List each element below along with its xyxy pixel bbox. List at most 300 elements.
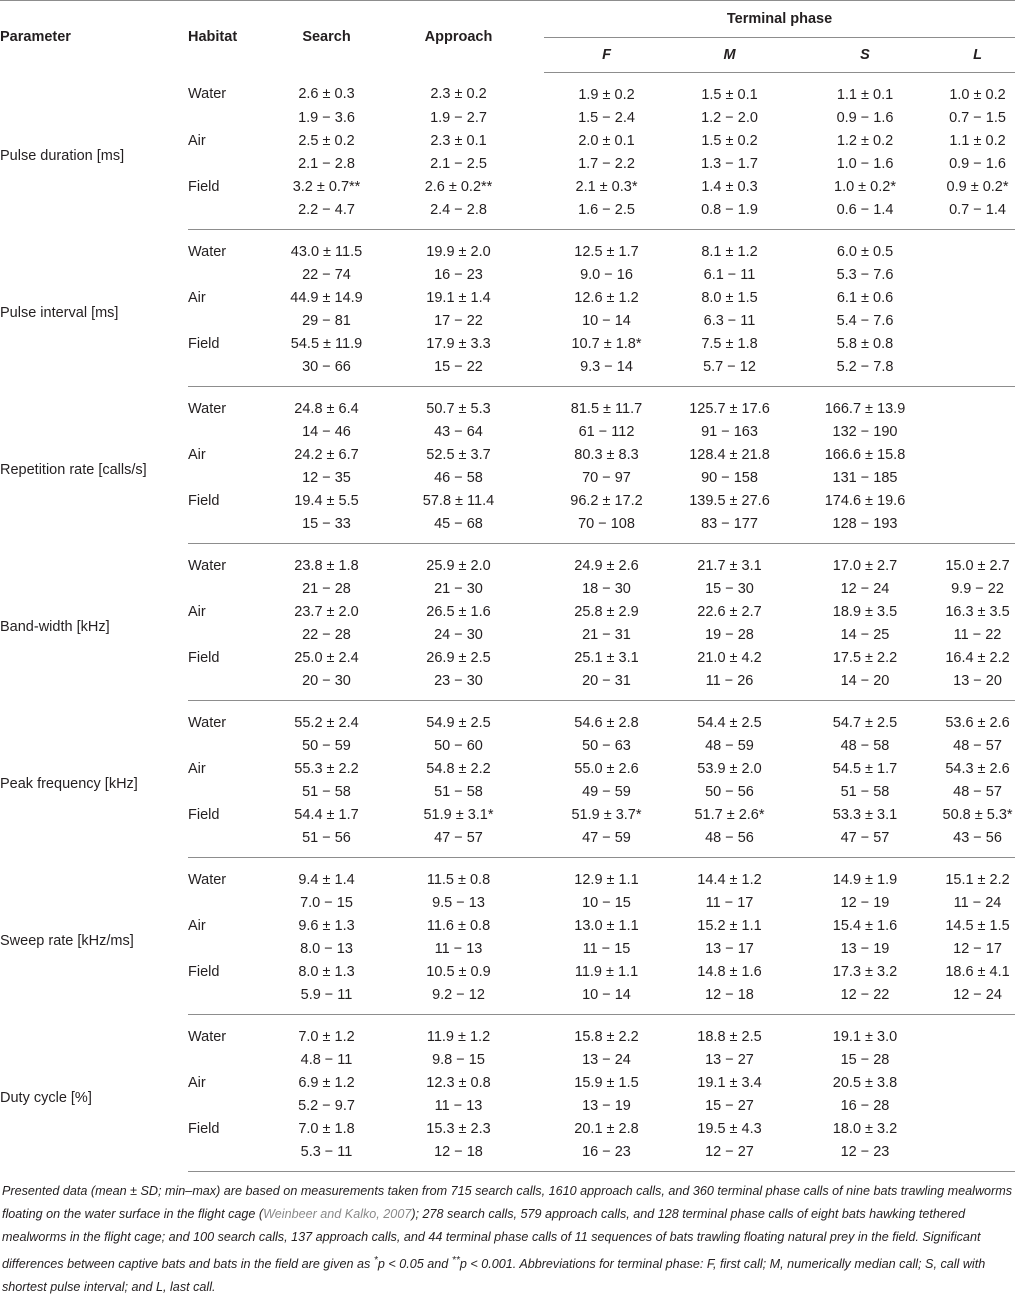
cell-f: 54.6 ± 2.8	[574, 714, 639, 731]
habitat-cell	[188, 669, 280, 701]
cell-s: 14 − 20	[790, 669, 940, 701]
habitat-cell: Air	[188, 289, 206, 306]
habitat-cell	[188, 198, 280, 230]
cell-f: 49 − 59	[582, 783, 631, 800]
cell-f: 12.5 ± 1.7	[574, 243, 639, 260]
cell-approach: 2.1 − 2.5	[430, 155, 487, 172]
cell-s: 128 − 193	[790, 512, 940, 544]
cell-l: 15.1 ± 2.2	[945, 871, 1010, 888]
cell-m: 1.3 − 1.7	[701, 155, 758, 172]
cell-f: 9.3 − 14	[544, 355, 669, 387]
cell-l: 54.3 ± 2.6	[945, 760, 1010, 777]
habitat-cell	[188, 1094, 280, 1117]
header-row-1	[0, 1, 1015, 38]
cell-l	[940, 1015, 1015, 1049]
footnote-citation-link[interactable]: Weinbeer and Kalko, 2007	[263, 1207, 412, 1221]
cell-m: 83 − 177	[669, 512, 790, 544]
cell-approach: 1.9 − 2.7	[430, 109, 487, 126]
cell-approach: 17.9 ± 3.3	[426, 335, 491, 352]
cell-l: 11 − 22	[953, 626, 1002, 643]
cell-l	[940, 489, 1015, 512]
cell-l	[940, 263, 1015, 286]
habitat-cell: Field	[188, 335, 220, 352]
cell-f: 70 − 108	[544, 512, 669, 544]
cell-l: 53.6 ± 2.6	[945, 714, 1010, 731]
footnote-sig1-text: p < 0.05 and	[377, 1257, 452, 1272]
cell-search: 54.5 ± 11.9	[290, 335, 363, 352]
cell-s: 14.9 ± 1.9	[832, 871, 898, 888]
cell-search: 24.2 ± 6.7	[294, 446, 359, 463]
cell-s: 0.6 − 1.4	[790, 198, 940, 230]
cell-f: 10 − 15	[582, 894, 631, 911]
cell-search: 50 − 59	[302, 737, 351, 754]
cell-search: 51 − 58	[302, 783, 351, 800]
cell-f: 81.5 ± 11.7	[570, 400, 643, 417]
footnote-sig2-text: p < 0.001. Abbreviations for terminal phase: F, first call; M, numerically median call; S, call with shortest pulse interval; and L, last call.	[2, 1257, 986, 1295]
cell-s: 20.5 ± 3.8	[832, 1074, 898, 1091]
cell-approach: 2.3 ± 0.1	[430, 132, 487, 149]
cell-s: 17.3 ± 3.2	[832, 963, 898, 980]
cell-l	[940, 1048, 1015, 1071]
table-footnote	[0, 1172, 1015, 1299]
cell-l: 14.5 ± 1.5	[945, 917, 1010, 934]
cell-f: 13 − 24	[582, 1051, 631, 1068]
cell-approach: 52.5 ± 3.7	[426, 446, 491, 463]
habitat-cell	[188, 466, 280, 489]
habitat-cell: Air	[188, 603, 206, 620]
cell-f: 13 − 19	[582, 1097, 631, 1114]
cell-f: 15.9 ± 1.5	[574, 1074, 639, 1091]
cell-l: 15.0 ± 2.7	[945, 557, 1010, 574]
footnote-sig1-mark: *	[373, 1254, 378, 1266]
cell-s: 1.0 − 1.6	[836, 155, 894, 172]
habitat-cell	[188, 420, 280, 443]
cell-s: 5.2 − 7.8	[790, 355, 940, 387]
cell-s: 12 − 23	[790, 1140, 940, 1172]
cell-f: 1.7 − 2.2	[578, 155, 635, 172]
parameter-label: Repetition rate [calls/s]	[0, 462, 147, 478]
cell-f: 25.1 ± 3.1	[574, 649, 639, 666]
cell-s: 131 − 185	[832, 469, 898, 486]
cell-f: 11 − 15	[582, 940, 631, 957]
cell-approach: 11 − 13	[434, 1097, 483, 1114]
cell-s: 18.9 ± 3.5	[832, 603, 898, 620]
header-m: M	[669, 38, 790, 73]
cell-m: 13 − 17	[705, 940, 754, 957]
header-f: F	[544, 38, 669, 73]
habitat-cell	[188, 891, 280, 914]
cell-m: 22.6 ± 2.7	[697, 603, 762, 620]
habitat-cell: Field	[188, 1120, 220, 1137]
cell-search: 24.8 ± 6.4	[294, 400, 359, 417]
cell-l	[940, 286, 1015, 309]
cell-l: 48 − 57	[953, 783, 1002, 800]
cell-approach: 17 − 22	[434, 312, 483, 329]
cell-search: 23.8 ± 1.8	[294, 557, 359, 574]
cell-s: 5.3 − 7.6	[836, 266, 894, 283]
cell-approach: 11.9 ± 1.2	[426, 1028, 491, 1045]
parameter-label: Peak frequency [kHz]	[0, 776, 138, 792]
cell-f: 10.7 ± 1.8*	[571, 335, 642, 352]
cell-search: 4.8 − 11	[300, 1051, 353, 1068]
cell-m: 1.5 ± 0.2	[701, 132, 758, 149]
cell-s: 19.1 ± 3.0	[832, 1028, 898, 1045]
cell-approach: 9.8 − 15	[432, 1051, 485, 1068]
cell-approach: 26.5 ± 1.6	[426, 603, 491, 620]
cell-l	[940, 512, 1015, 544]
cell-search: 43.0 ± 11.5	[290, 243, 363, 260]
cell-s: 14 − 25	[840, 626, 890, 643]
cell-search: 2.5 ± 0.2	[298, 132, 355, 149]
cell-m: 1.5 ± 0.1	[701, 86, 758, 103]
footnote-sig2-mark: **	[451, 1254, 460, 1266]
cell-f: 51.9 ± 3.7*	[571, 806, 642, 823]
habitat-cell	[188, 263, 280, 286]
cell-search: 21 − 28	[302, 580, 351, 597]
cell-f: 70 − 97	[582, 469, 631, 486]
cell-m: 11 − 26	[669, 669, 790, 701]
parameter-label: Band-width [kHz]	[0, 619, 110, 635]
cell-l: 13 − 20	[940, 669, 1015, 701]
cell-search: 12 − 35	[302, 469, 351, 486]
cell-m: 7.5 ± 1.8	[701, 335, 758, 352]
cell-f: 12.9 ± 1.1	[574, 871, 639, 888]
cell-l: 0.9 ± 0.2*	[946, 178, 1009, 195]
table-row	[0, 701, 1015, 735]
cell-l: 50.8 ± 5.3*	[942, 806, 1013, 823]
cell-s: 51 − 58	[840, 783, 890, 800]
cell-search: 8.0 ± 1.3	[298, 963, 355, 980]
habitat-cell	[188, 780, 280, 803]
cell-m: 21.0 ± 4.2	[697, 649, 762, 666]
cell-search: 9.4 ± 1.4	[298, 871, 355, 888]
cell-l	[940, 332, 1015, 355]
habitat-cell	[188, 309, 280, 332]
cell-l	[940, 443, 1015, 466]
cell-s: 5.4 − 7.6	[836, 312, 894, 329]
cell-search: 5.2 − 9.7	[298, 1097, 355, 1114]
cell-m: 15 − 27	[705, 1097, 754, 1114]
habitat-cell	[188, 355, 280, 387]
cell-l	[940, 355, 1015, 387]
cell-search: 6.9 ± 1.2	[298, 1074, 355, 1091]
cell-approach: 10.5 ± 0.9	[426, 963, 491, 980]
cell-approach: 19.9 ± 2.0	[426, 243, 491, 260]
cell-approach: 11.6 ± 0.8	[426, 917, 491, 934]
habitat-cell: Field	[188, 178, 220, 195]
cell-f: 47 − 59	[544, 826, 669, 858]
cell-l: 12 − 17	[953, 940, 1002, 957]
cell-f: 20.1 ± 2.8	[574, 1120, 639, 1137]
cell-s: 166.7 ± 13.9	[824, 400, 906, 417]
habitat-cell: Water	[188, 557, 227, 574]
habitat-cell: Field	[188, 649, 220, 666]
cell-m: 15.2 ± 1.1	[697, 917, 762, 934]
habitat-cell	[188, 937, 280, 960]
cell-l: 16.4 ± 2.2	[945, 649, 1010, 666]
cell-approach: 2.4 − 2.8	[373, 198, 544, 230]
cell-m: 21.7 ± 3.1	[697, 557, 762, 574]
cell-search: 8.0 − 13	[300, 940, 353, 957]
cell-m: 18.8 ± 2.5	[697, 1028, 762, 1045]
cell-m: 125.7 ± 17.6	[689, 400, 770, 417]
cell-approach: 51.9 ± 3.1*	[423, 806, 494, 823]
cell-m: 54.4 ± 2.5	[697, 714, 762, 731]
cell-search: 20 − 30	[280, 669, 373, 701]
habitat-cell: Water	[188, 400, 227, 417]
cell-m: 139.5 ± 27.6	[689, 492, 770, 509]
cell-approach: 19.1 ± 1.4	[426, 289, 491, 306]
habitat-cell	[188, 983, 280, 1015]
footnote-part1: Presented data (mean ± SD; min–max) are based on measurements taken from 715 search calls, 1610 approach calls, and 360 terminal phase calls of nine bats trawling mealworms floating on the water surface in the flight cage (	[2, 1184, 1013, 1221]
habitat-cell: Air	[188, 1074, 206, 1091]
table-row	[0, 544, 1015, 578]
cell-l	[940, 466, 1015, 489]
habitat-cell: Field	[188, 963, 220, 980]
cell-approach: 25.9 ± 2.0	[426, 557, 491, 574]
cell-m: 8.1 ± 1.2	[701, 243, 758, 260]
cell-m: 12 − 18	[669, 983, 790, 1015]
cell-m: 8.0 ± 1.5	[701, 289, 758, 306]
cell-approach: 9.5 − 13	[432, 894, 485, 911]
cell-search: 22 − 28	[302, 626, 351, 643]
cell-f: 20 − 31	[544, 669, 669, 701]
cell-f: 1.9 ± 0.2	[578, 86, 635, 103]
cell-f: 10 − 14	[544, 983, 669, 1015]
cell-search: 2.6 ± 0.3	[298, 86, 355, 103]
cell-approach: 11.5 ± 0.8	[426, 871, 491, 888]
cell-m: 14.8 ± 1.6	[697, 963, 762, 980]
cell-s: 174.6 ± 19.6	[824, 492, 906, 509]
cell-f: 50 − 63	[582, 737, 631, 754]
cell-m: 48 − 59	[705, 737, 754, 754]
cell-m: 1.4 ± 0.3	[701, 178, 758, 195]
cell-f: 13.0 ± 1.1	[574, 917, 639, 934]
cell-search: 25.0 ± 2.4	[294, 649, 359, 666]
cell-m: 51.7 ± 2.6*	[694, 806, 765, 823]
cell-s: 132 − 190	[832, 423, 898, 440]
cell-f: 9.0 − 16	[580, 266, 633, 283]
cell-m: 50 − 56	[705, 783, 754, 800]
cell-s: 12 − 24	[840, 580, 890, 597]
cell-approach: 54.9 ± 2.5	[426, 714, 491, 731]
cell-approach: 57.8 ± 11.4	[422, 492, 495, 509]
cell-m: 53.9 ± 2.0	[697, 760, 762, 777]
cell-m: 6.3 − 11	[703, 312, 756, 329]
habitat-cell	[188, 577, 280, 600]
table-row	[0, 1015, 1015, 1049]
cell-m: 90 − 158	[701, 469, 758, 486]
cell-m: 91 − 163	[701, 423, 758, 440]
cell-l: 43 − 56	[940, 826, 1015, 858]
habitat-cell: Air	[188, 760, 206, 777]
cell-search: 14 − 46	[302, 423, 351, 440]
cell-l: 16.3 ± 3.5	[945, 603, 1010, 620]
cell-l: 11 − 24	[953, 894, 1002, 911]
cell-f: 2.1 ± 0.3*	[575, 178, 638, 195]
parameter-label: Pulse interval [ms]	[0, 305, 119, 321]
cell-l	[940, 1094, 1015, 1117]
cell-f: 25.8 ± 2.9	[574, 603, 639, 620]
header-l: L	[940, 38, 1015, 73]
cell-approach: 11 − 13	[434, 940, 483, 957]
cell-m: 19.1 ± 3.4	[697, 1074, 762, 1091]
cell-f: 11.9 ± 1.1	[574, 963, 639, 980]
cell-s: 15.4 ± 1.6	[832, 917, 898, 934]
cell-m: 19.5 ± 4.3	[697, 1120, 762, 1137]
cell-approach: 2.6 ± 0.2**	[424, 178, 493, 195]
habitat-cell: Field	[188, 806, 220, 823]
header-habitat: Habitat	[188, 1, 280, 73]
cell-l: 0.9 − 1.6	[949, 155, 1006, 172]
cell-search: 7.0 ± 1.2	[298, 1028, 355, 1045]
cell-search: 30 − 66	[280, 355, 373, 387]
cell-l: 1.1 ± 0.2	[949, 132, 1006, 149]
habitat-cell: Water	[188, 714, 227, 731]
cell-l: 1.0 ± 0.2	[949, 86, 1006, 103]
cell-m: 19 − 28	[705, 626, 754, 643]
cell-m: 5.7 − 12	[669, 355, 790, 387]
parameter-label: Sweep rate [kHz/ms]	[0, 933, 134, 949]
cell-approach: 16 − 23	[434, 266, 483, 283]
cell-search: 44.9 ± 14.9	[290, 289, 363, 306]
cell-f: 21 − 31	[582, 626, 631, 643]
habitat-cell	[188, 1140, 280, 1172]
cell-approach: 50.7 ± 5.3	[426, 400, 491, 417]
habitat-cell	[188, 623, 280, 646]
cell-s: 12 − 19	[840, 894, 890, 911]
cell-approach: 9.2 − 12	[373, 983, 544, 1015]
cell-f: 96.2 ± 17.2	[570, 492, 643, 509]
cell-f: 61 − 112	[578, 423, 635, 440]
cell-s: 53.3 ± 3.1	[832, 806, 898, 823]
cell-s: 12 − 22	[790, 983, 940, 1015]
cell-search: 1.9 − 3.6	[298, 109, 355, 126]
parameter-label: Pulse duration [ms]	[0, 148, 125, 164]
table-row	[0, 858, 1015, 892]
cell-f: 15.8 ± 2.2	[574, 1028, 639, 1045]
cell-s: 15 − 28	[840, 1051, 890, 1068]
cell-m: 15 − 30	[705, 580, 754, 597]
cell-l	[940, 309, 1015, 332]
cell-f: 55.0 ± 2.6	[574, 760, 639, 777]
parameter-label: Duty cycle [%]	[0, 1090, 92, 1106]
cell-search: 23.7 ± 2.0	[294, 603, 359, 620]
cell-f: 12.6 ± 1.2	[574, 289, 639, 306]
cell-search: 7.0 − 15	[300, 894, 353, 911]
header-search: Search	[280, 1, 373, 73]
habitat-cell	[188, 734, 280, 757]
cell-s: 48 − 58	[840, 737, 890, 754]
cell-search: 55.3 ± 2.2	[294, 760, 359, 777]
cell-l: 18.6 ± 4.1	[945, 963, 1010, 980]
cell-s: 1.1 ± 0.1	[836, 86, 894, 103]
cell-s: 16 − 28	[840, 1097, 890, 1114]
cell-m: 11 − 17	[705, 894, 754, 911]
habitat-cell: Air	[188, 917, 206, 934]
cell-m: 12 − 27	[669, 1140, 790, 1172]
cell-search: 51 − 56	[280, 826, 373, 858]
cell-l	[940, 1140, 1015, 1172]
habitat-cell	[188, 152, 280, 175]
cell-s: 17.0 ± 2.7	[832, 557, 898, 574]
habitat-cell	[188, 106, 280, 129]
cell-search: 5.3 − 11	[280, 1140, 373, 1172]
cell-m: 14.4 ± 1.2	[697, 871, 762, 888]
cell-approach: 21 − 30	[434, 580, 483, 597]
cell-approach: 45 − 68	[373, 512, 544, 544]
habitat-cell	[188, 512, 280, 544]
habitat-cell: Water	[188, 243, 227, 260]
cell-s: 6.0 ± 0.5	[836, 243, 894, 260]
cell-s: 1.0 ± 0.2*	[834, 178, 896, 195]
cell-l	[940, 387, 1015, 421]
cell-s: 13 − 19	[840, 940, 890, 957]
cell-s: 47 − 57	[790, 826, 940, 858]
cell-s: 54.7 ± 2.5	[832, 714, 898, 731]
cell-search: 55.2 ± 2.4	[294, 714, 359, 731]
cell-search: 7.0 ± 1.8	[298, 1120, 355, 1137]
cell-approach: 12.3 ± 0.8	[426, 1074, 491, 1091]
cell-approach: 15.3 ± 2.3	[426, 1120, 491, 1137]
cell-f: 18 − 30	[582, 580, 631, 597]
cell-s: 5.8 ± 0.8	[836, 335, 894, 352]
cell-l: 12 − 24	[940, 983, 1015, 1015]
cell-search: 9.6 ± 1.3	[298, 917, 355, 934]
cell-f: 1.6 − 2.5	[544, 198, 669, 230]
table-body	[0, 73, 1015, 1172]
cell-s: 17.5 ± 2.2	[832, 649, 898, 666]
header-parameter: Parameter	[0, 1, 188, 73]
cell-l: 48 − 57	[953, 737, 1002, 754]
table-row	[0, 387, 1015, 421]
cell-approach: 51 − 58	[434, 783, 483, 800]
cell-approach: 54.8 ± 2.2	[426, 760, 491, 777]
habitat-cell: Field	[188, 492, 220, 509]
cell-f: 2.0 ± 0.1	[578, 132, 635, 149]
cell-search: 22 − 74	[302, 266, 351, 283]
cell-l	[940, 1071, 1015, 1094]
cell-s: 166.6 ± 15.8	[824, 446, 906, 463]
cell-approach: 43 − 64	[434, 423, 483, 440]
header-terminal-phase: Terminal phase	[544, 1, 1015, 38]
cell-approach: 2.3 ± 0.2	[430, 86, 487, 103]
cell-search: 2.1 − 2.8	[298, 155, 355, 172]
cell-l: 9.9 − 22	[951, 580, 1004, 597]
cell-s: 54.5 ± 1.7	[832, 760, 898, 777]
cell-f: 24.9 ± 2.6	[574, 557, 639, 574]
cell-m: 0.8 − 1.9	[669, 198, 790, 230]
cell-search: 5.9 − 11	[280, 983, 373, 1015]
habitat-cell: Water	[188, 1028, 227, 1045]
cell-f: 10 − 14	[582, 312, 631, 329]
cell-search: 15 − 33	[280, 512, 373, 544]
habitat-cell: Air	[188, 132, 206, 149]
habitat-cell	[188, 1048, 280, 1071]
cell-m: 1.2 − 2.0	[701, 109, 758, 126]
header-approach: Approach	[373, 1, 544, 73]
cell-m: 128.4 ± 21.8	[689, 446, 770, 463]
cell-search: 29 − 81	[302, 312, 351, 329]
cell-search: 19.4 ± 5.5	[294, 492, 359, 509]
habitat-cell	[188, 826, 280, 858]
table-row	[0, 230, 1015, 264]
footnote-part2: ); 278 search calls, 579 approach calls, and 128 terminal phase calls of eight bats hawking tethered mealworms in the flight cage; and 100 search calls, 137 approach calls, and 44 terminal phase calls of 11 sequences of bats trawling floating natural prey in the field. Significant differences between captive bats and bats in the field are given as	[2, 1207, 981, 1272]
cell-search: 54.4 ± 1.7	[294, 806, 359, 823]
cell-s: 6.1 ± 0.6	[836, 289, 894, 306]
cell-f: 16 − 23	[544, 1140, 669, 1172]
cell-l: 0.7 − 1.4	[940, 198, 1015, 230]
